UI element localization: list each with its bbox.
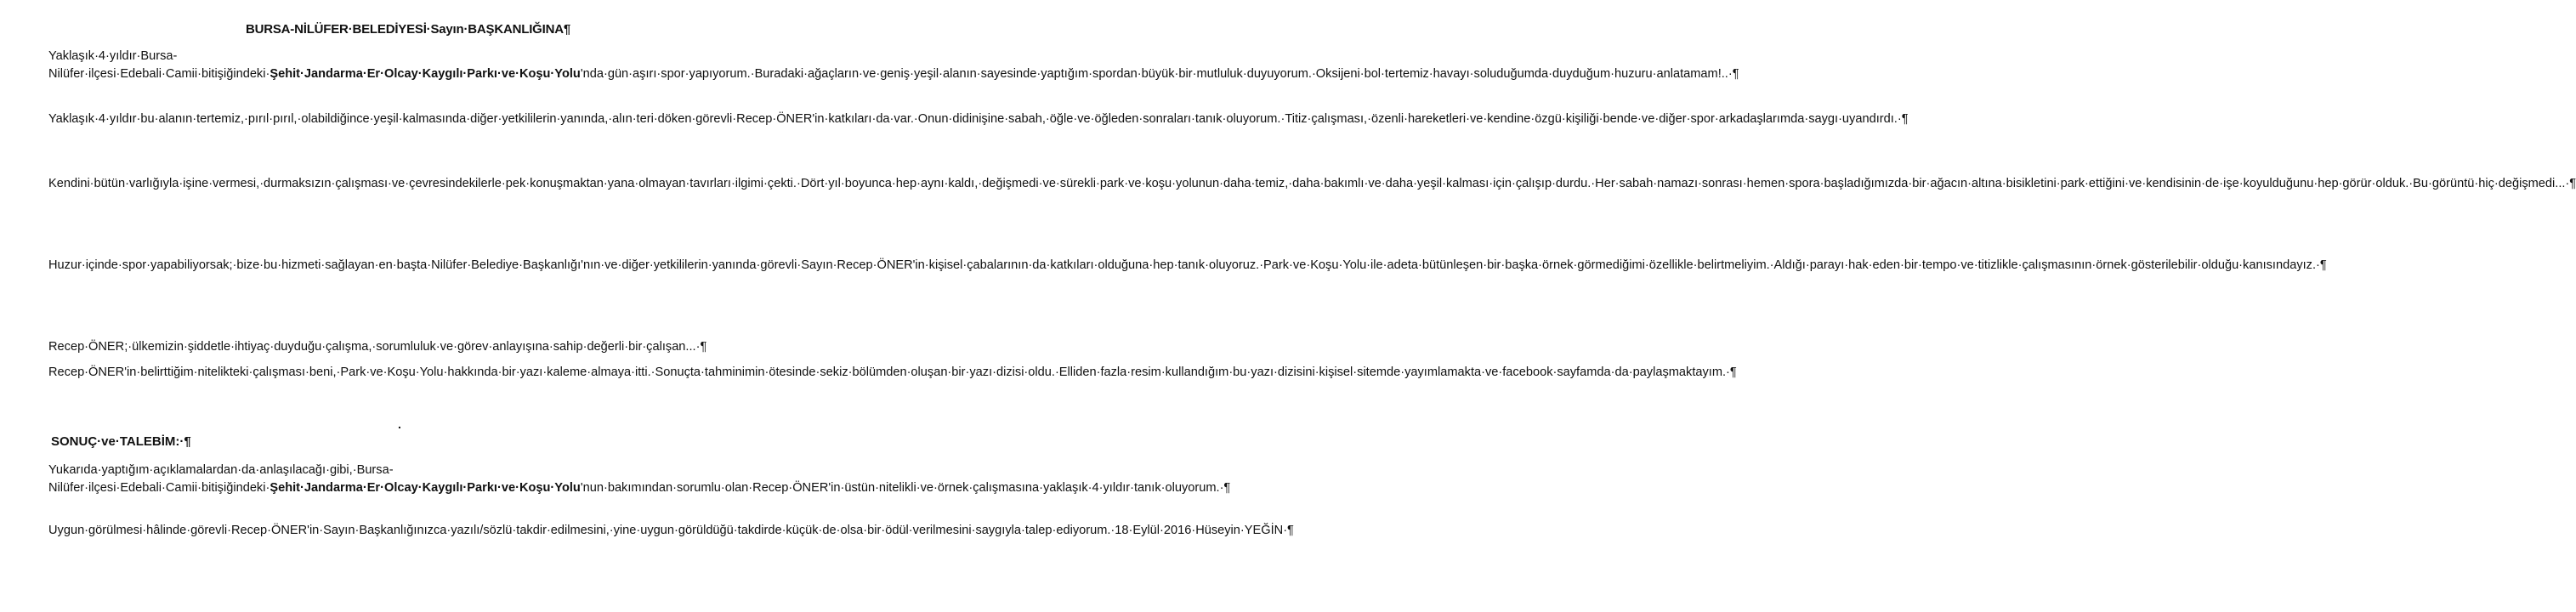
section-heading: SONUÇ·ve·TALEBİM:·¶ bbox=[51, 434, 191, 449]
stray-mark: . bbox=[398, 417, 401, 431]
paragraph-5: Recep·ÖNER;·ülkemizin·şiddetle·ihtiyaç·duyduğu·çalışma,·sorumluluk·ve·görev·anlayışına·sahip·değerli·bir·çalışan...·¶ bbox=[48, 340, 707, 354]
paragraph-3: Kendini·bütün·varlığıyla·işine·vermesi,·durmaksızın·çalışması·ve·çevresindekilerle·pek·konuşmaktan·yana·olmayan·tavırları·ilgimi·çekti.·Dört·yıl·boyunca·hep·aynı·kaldı,·değişmedi·ve·sürekli·park·ve·koşu·yolunun·daha·temiz,·daha·bakımlı·ve·daha·yeşil·kalması·için·çalışıp·durdu.·Her·sabah·namazı·sonrası·hemen·spora·başladığımızda·bir·ağacın·altına·bisikletini·park·ettiğini·ve·kendisinin·de·işe·koyulduğunu·hep·görür·olduk.·Bu·görüntü·hiç·değişmedi...·¶ bbox=[48, 177, 2576, 190]
paragraph-1-park-name: Şehit·Jandarma·Er·Olcay·Kaygılı·Parkı·ve·Koşu·Yolu bbox=[270, 67, 581, 81]
paragraph-6: Recep·ÖNER'in·belirttiğim·nitelikteki·çalışması·beni,·Park·ve·Koşu·Yolu·hakkında·bir·yazı·kaleme·almaya·itti.·Sonuçta·tahminimin·ötesinde·sekiz·bölümden·oluşan·bir·yazı·dizisi·oldu.·Elliden·fazla·resim·kullandığım·bu·yazı·dizisini·kişisel·sitemde·yayımlamakta·ve·facebook·sayfamda·da·paylaşmaktayım.·¶ bbox=[48, 366, 1737, 379]
page-title: BURSA-NİLÜFER·BELEDİYESİ·Sayın·BAŞKANLIĞINA¶ bbox=[245, 22, 571, 37]
paragraph-1 bbox=[48, 48, 1739, 83]
conclusion-text-a: Yukarıda·yaptığım·açıklamalardan·da·anlaşılacağı·gibi,·Bursa-Nilüfer·ilçesi·Edebali·Camii·bitişiğindeki· bbox=[48, 463, 394, 495]
conclusion-park-name: Şehit·Jandarma·Er·Olcay·Kaygılı·Parkı·ve·Koşu·Yolu bbox=[270, 481, 581, 495]
paragraph-4: Huzur·içinde·spor·yapabiliyorsak;·bize·bu·hizmeti·sağlayan·en·başta·Nilüfer·Belediye·Başkanlığı'nın·ve·diğer·yetkililerin·yanında·görevli·Sayın·Recep·ÖNER'in·kişisel·çabalarının·da·katkıları·olduğuna·hep·tanık·oluyoruz.·Park·ve·Koşu·Yolu·ile·adeta·bütünleşen·bir·başka·örnek·görmediğimi·özellikle·belirtmeliyim.·Aldığı·parayı·hak·eden·bir·tempo·ve·titizlikle·çalışmasının·örnek·gösterilebilir·olduğu·kanısındayız.·¶ bbox=[48, 258, 2327, 272]
paragraph-2: Yaklaşık·4·yıldır·bu·alanın·tertemiz,·pırıl·pırıl,·olabildiğince·yeşil·kalmasında·diğer·yetkililerin·yanında,·alın·teri·döken·görevli·Recep·ÖNER'in·katkıları·da·var.·Onun·didinişine·sabah,·öğle·ve·öğleden·sonraları·tanık·oluyorum.·Titiz·çalışması,·özenli·hareketleri·ve·kendine·özgü·kişiliği·bende·ve·diğer·spor·arkadaşlarımda·saygı·uyandırdı.·¶ bbox=[48, 112, 1909, 126]
conclusion-paragraph-1 bbox=[48, 462, 1231, 497]
conclusion-text-b: 'nun·bakımından·sorumlu·olan·Recep·ÖNER'in·üstün·nitelikli·ve·örnek·çalışmasına·yaklaşık·4·yıldır·tanık·oluyorum.·¶ bbox=[580, 481, 1231, 495]
conclusion-paragraph-2: Uygun·görülmesi·hâlinde·görevli·Recep·ÖNER'in·Sayın·Başkanlığınızca·yazılı/sözlü·takdir·edilmesini,·yine·uygun·görüldüğü·takdirde·küçük·de·olsa·bir·ödül·verilmesini·saygıyla·talep·ediyorum.·18·Eylül·2016·Hüseyin·YEĞİN·¶ bbox=[48, 524, 1294, 537]
paragraph-1-text-b: 'nda·gün·aşırı·spor·yapıyorum.·Buradaki·ağaçların·ve·geniş·yeşil·alanın·sayesinde·yaptığım·spordan·büyük·bir·mutluluk·duyuyorum.·Oksijeni·bol·tertemiz·havayı·soluduğumda·duyduğum·huzuru·anlatamam!..·¶ bbox=[580, 67, 1739, 81]
paragraph-1-text-a: Yaklaşık·4·yıldır·Bursa-Nilüfer·ilçesi·Edebali·Camii·bitişiğindeki· bbox=[48, 49, 270, 81]
